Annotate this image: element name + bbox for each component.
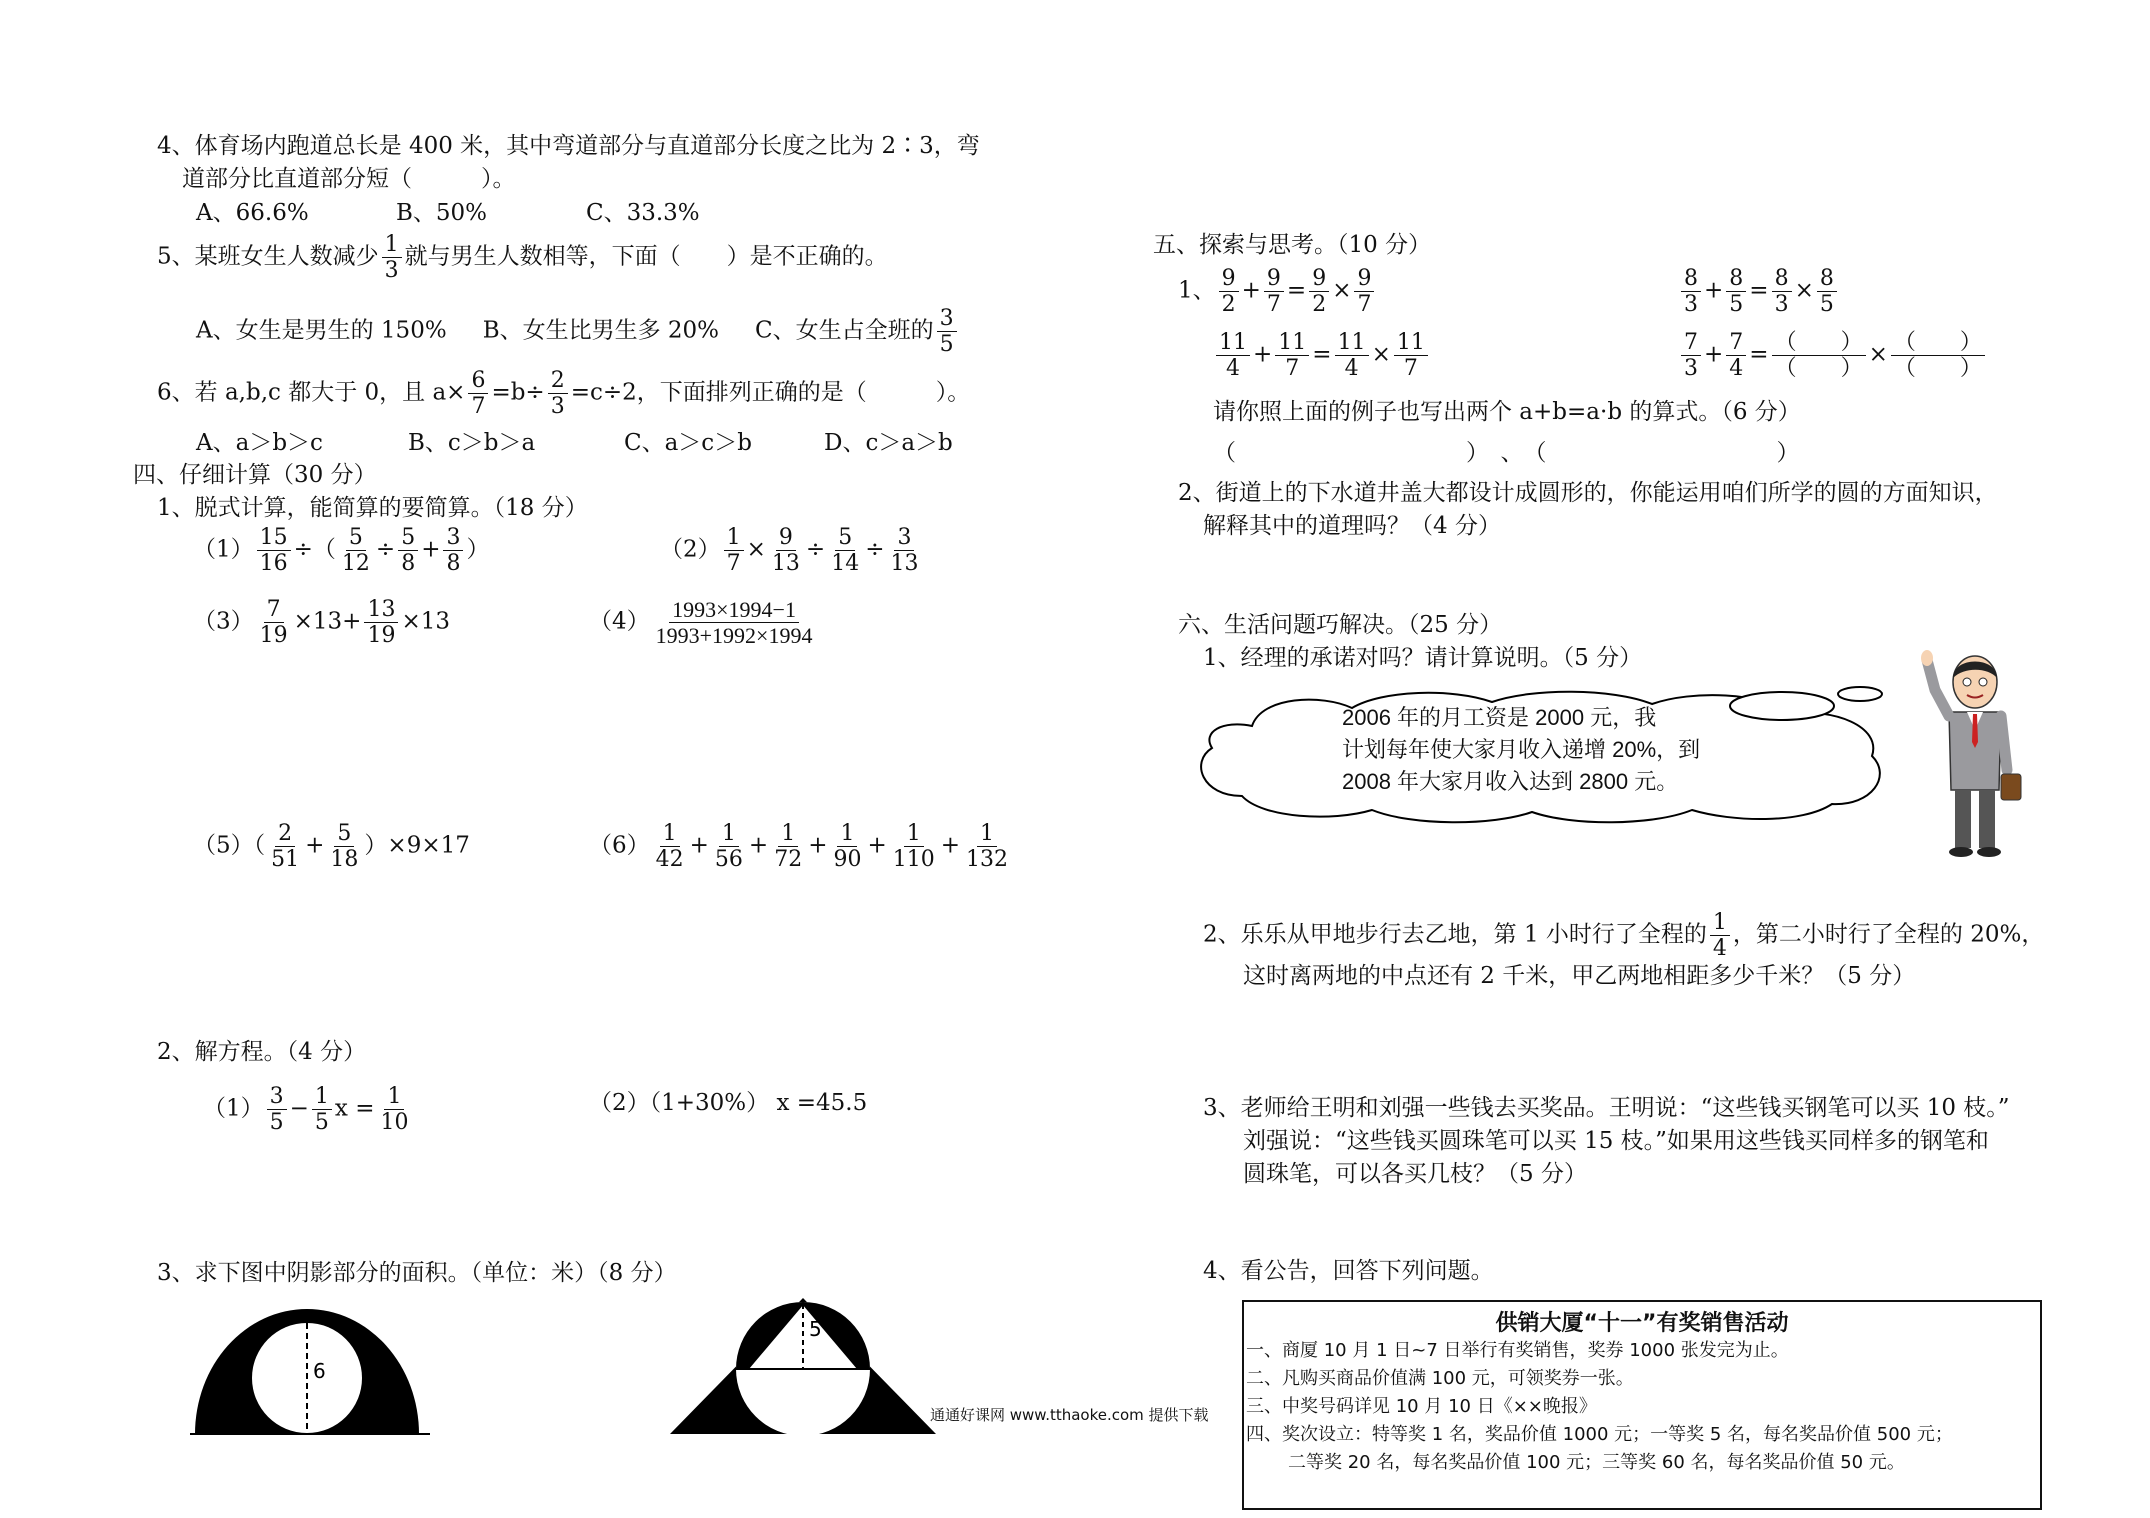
s6-q4: 4、看公告，回答下列问题。 xyxy=(1203,1258,1494,1284)
fraction: $\frac{1}{3}$ xyxy=(382,232,402,283)
shaded-figure-1 xyxy=(190,1300,430,1440)
section-5-title: 五、探索与思考。（10 分） xyxy=(1153,232,1432,258)
q4-opt-c: C、33.3% xyxy=(586,200,700,226)
q4-opt-b: B、50% xyxy=(396,200,488,226)
q5-line1: 5、某班女生人数减少 $\frac{1}{3}$ 就与男生人数相等，下面（ ）是不正确的。 xyxy=(157,232,888,283)
section-6-title: 六、生活问题巧解决。（25 分） xyxy=(1178,612,1503,638)
notice-title: 供销大厦“十一”有奖销售活动 xyxy=(1495,1311,1789,1336)
bubble-line-2: 计划每年使大家月收入递增 20%，到 xyxy=(1342,737,1701,762)
bubble-line-1: 2006 年的月工资是 2000 元，我 xyxy=(1342,705,1657,730)
explore-row-2: $\frac{8}{3}$ + $\frac{8}{5}$ = $\frac{8}{3}$ × $\frac{8}{5}$ xyxy=(1678,266,1840,317)
s5-q2-line1: 2、街道上的下水道井盖大都设计成圆形的，你能运用咱们所学的圆的方面知识， xyxy=(1178,480,1998,506)
explore-answer-blanks: （ ） 、 （ ） xyxy=(1213,440,1800,466)
shaded-figure-2 xyxy=(668,1296,938,1440)
q6-opt-d: D、c＞a＞b xyxy=(824,430,953,456)
notice-line-1: 一、商厦 10 月 1 日~7 日举行有奖销售，奖券 1000 张发完为止。 xyxy=(1246,1340,1789,1361)
bubble-line-3: 2008 年大家月收入达到 2800 元。 xyxy=(1342,769,1679,794)
s6-q2-line2: 这时离两地的中点还有 2 千米，甲乙两地相距多少千米？（5 分） xyxy=(1243,963,1916,989)
fig1-label: 6 xyxy=(313,1359,326,1383)
s6-q1: 1、经理的承诺对吗？请计算说明。（5 分） xyxy=(1203,645,1643,671)
explore-row-3: $\frac{11}{4}$ + $\frac{11}{7}$ = $\frac{11}{4}$ × $\frac{11}{7}$ xyxy=(1213,330,1431,381)
q6-opt-a: A、a＞b＞c xyxy=(196,430,323,456)
calc-3: （3） $\frac{7}{19}$ ×13+ $\frac{13}{19}$ ×13 xyxy=(193,597,450,648)
fraction: $\frac{3}{5}$ xyxy=(937,306,957,357)
notice-line-2: 二、凡购买商品价值满 100 元，可领奖券一张。 xyxy=(1246,1368,1634,1389)
calc-5: （5）（ $\frac{2}{51}$ + $\frac{5}{18}$ ）×9×17 xyxy=(193,821,470,872)
s4-q2-title: 2、解方程。（4 分） xyxy=(157,1039,367,1065)
q6-opt-b: B、c＞b＞a xyxy=(408,430,536,456)
s4-q3-title: 3、求下图中阴影部分的面积。（单位：米）（8 分） xyxy=(157,1260,677,1286)
sales-notice-box xyxy=(1242,1300,2042,1510)
calc-4: （4） $\frac{1993\times 1994-1}{1993+1992\times 1994}$ xyxy=(589,597,813,648)
calc-1: （1） $\frac{15}{16}$ ÷（ $\frac{5}{12}$ ÷ $\frac{5}{8}$ + $\frac{3}{8}$ ） xyxy=(193,525,490,576)
notice-line-5: 二等奖 20 名，每名奖品价值 100 元；三等奖 60 名，每名奖品价值 50 元。 xyxy=(1288,1452,1905,1473)
manager-illustration xyxy=(1915,650,2035,860)
calc-6: （6） $\frac{1}{42}$ + $\frac{1}{56}$ + $\frac{1}{72}$ + $\frac{1}{90}$ + $\frac{1}{110}$ + $\frac{1}{132}$ xyxy=(589,821,1009,872)
notice-line-4: 四、奖次设立：特等奖 1 名，奖品价值 1000 元；一等奖 5 名，每名奖品价值 500 元； xyxy=(1246,1424,1953,1445)
q4-line2: 道部分比直道部分短（ ）。 xyxy=(182,166,516,192)
q4-opt-a: A、66.6% xyxy=(196,200,309,226)
s6-q3-line2: 刘强说：“这些钱买圆珠笔可以买 15 枝。”如果用这些钱买同样多的钢笔和 xyxy=(1243,1128,1989,1154)
explore-row-4: $\frac{7}{3}$ + $\frac{7}{4}$ = （ ） （ ） × （ ） （ ） xyxy=(1678,330,1988,381)
q6-opt-c: C、a＞c＞b xyxy=(624,430,752,456)
s6-q2-line1: 2、乐乐从甲地步行去乙地，第 1 小时行了全程的 $\frac{1}{4}$ ，第二小时行了全程的 20%， xyxy=(1203,910,2045,961)
s6-q3-line3: 圆珠笔，可以各买几枝？（5 分） xyxy=(1243,1161,1587,1187)
footer-watermark: 通通好课网 www.tthaoke.com 提供下载 xyxy=(930,1406,1209,1424)
explore-row-1: 1、 $\frac{9}{2}$ + $\frac{9}{7}$ = $\frac{9}{2}$ × $\frac{9}{7}$ xyxy=(1178,266,1377,317)
calc-2: （2） $\frac{1}{7}$ × $\frac{9}{13}$ ÷ $\frac{5}{14}$ ÷ $\frac{3}{13}$ xyxy=(660,525,919,576)
s5-q2-line2: 解释其中的道理吗？（4 分） xyxy=(1203,513,1501,539)
q4-line1: 4、体育场内跑道总长是 400 米，其中弯道部分与直道部分长度之比为 2∶3，弯 xyxy=(157,133,980,159)
equation-2: （2）（1+30%） x =45.5 xyxy=(589,1090,868,1116)
s4-q1-title: 1、脱式计算，能简算的要简算。（18 分） xyxy=(157,495,588,521)
fig2-label: 5 xyxy=(809,1317,822,1341)
equation-1: （1） $\frac{3}{5}$ − $\frac{1}{5}$ x = $\frac{1}{10}$ xyxy=(203,1084,409,1135)
q6-line: 6、若 a,b,c 都大于 0，且 a× $\frac{6}{7}$ =b÷ $\frac{2}{3}$ =c÷2，下面排列正确的是（ ）。 xyxy=(157,368,971,419)
s6-q3-line1: 3、老师给王明和刘强一些钱去买奖品。王明说：“这些钱买钢笔可以买 10 枝。” xyxy=(1203,1095,2010,1121)
explore-instruction: 请你照上面的例子也写出两个 a+b=a·b 的算式。（6 分） xyxy=(1213,399,1801,425)
q5-options: A、女生是男生的 150% B、女生比男生多 20% C、女生占全班的 $\frac{3}{5}$ xyxy=(196,306,960,357)
section-4-title: 四、仔细计算（30 分） xyxy=(133,462,377,488)
notice-line-3: 三、中奖号码详见 10 月 10 日《××晚报》 xyxy=(1246,1396,1597,1417)
